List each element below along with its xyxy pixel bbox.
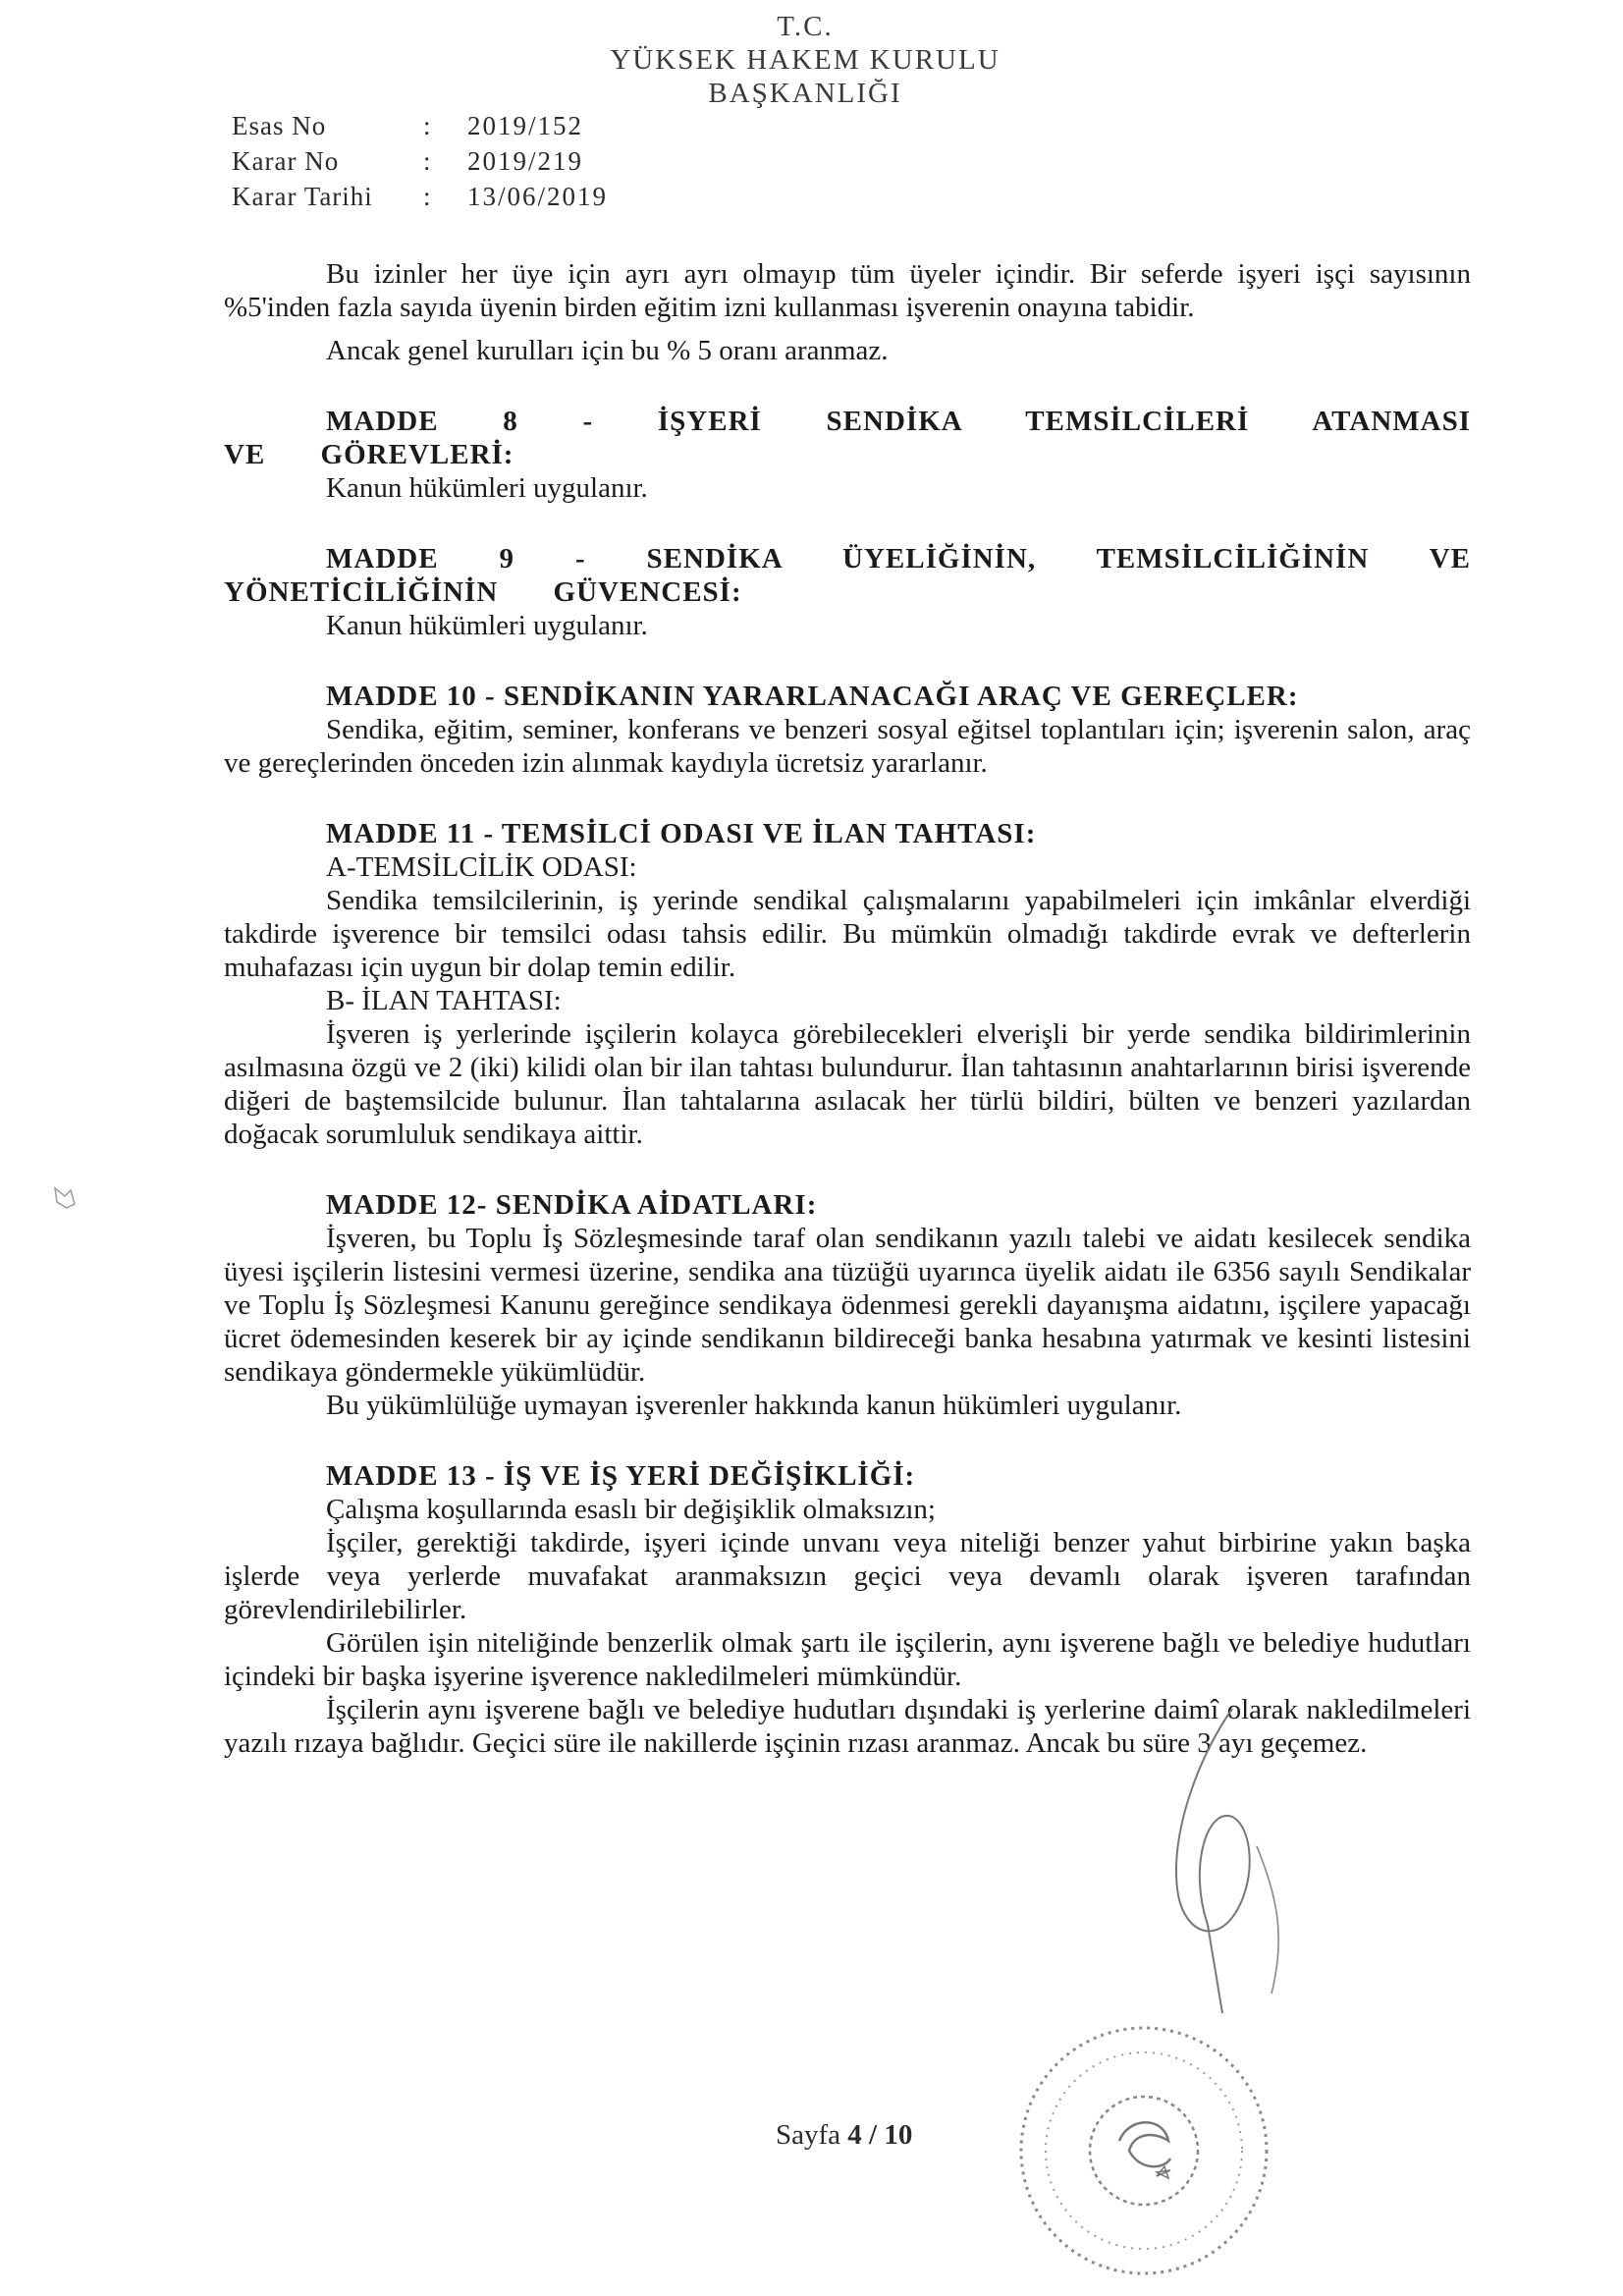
header-line-tc: T.C. xyxy=(777,11,834,42)
article-13-text-3: Görülen işin niteliğinde benzerlik olmak şartı ile işçilerin, aynı işverene bağlı ve belediye hudutları içindeki bir başka işyerine işverence nakledilmeleri mümkündür. xyxy=(224,1627,1471,1692)
article-9-title: MADDE 9 - SENDİKA ÜYELİĞİNİN, TEMSİLCİLİĞİNİN VE YÖNETİCİLİĞİNİN GÜVENCESİ: xyxy=(224,543,1471,608)
meta-value: 2019/152 xyxy=(467,111,584,140)
official-seal-stamp xyxy=(982,2003,1306,2288)
article-10-text: Sendika, eğitim, seminer, konferans ve benzeri sosyal eğitsel toplantıları için; işverenin salon, araç ve gereçlerinden önceden izin alınmak kaydıyla ücretsiz yararlanır. xyxy=(224,714,1471,779)
meta-separator: : xyxy=(423,111,431,140)
meta-value: 2019/219 xyxy=(467,146,584,176)
article-13-text-4: İşçilerin aynı işverene bağlı ve belediye hudutları dışındaki iş yerlerine daimî olarak nakledilmeleri yazılı rızaya bağlıdır. Geçici süre ile nakillerde işçinin rızası aranmaz. Ancak bu süre 3 ayı geçemez. xyxy=(224,1694,1471,1759)
article-11-title: MADDE 11 - TEMSİLCİ ODASI VE İLAN TAHTASI: xyxy=(326,818,1037,849)
article-13-text-2: İşçiler, gerektiği takdirde, işyeri içinde unvanı veya niteliği benzer yahut birbirine yakın başka işlerde veya yerlerde muvafakat aranmaksızın geçici veya devamlı olarak işveren tarafından görevlendirilebilirler. xyxy=(224,1527,1471,1625)
article-10-title: MADDE 10 - SENDİKANIN YARARLANACAĞI ARAÇ VE GEREÇLER: xyxy=(326,681,1299,712)
document-body xyxy=(224,257,1471,1760)
meta-row-tarih xyxy=(232,179,608,214)
meta-row-karar xyxy=(232,143,608,179)
scan-mark xyxy=(47,1178,86,1218)
article-11-b-text: İşveren iş yerlerinde işçilerin kolayca görebilecekleri elverişli bir yerde sendika bildirimlerinin asılmasına özgü ve 2 (iki) kilidi olan bir ilan tahtası bulundurur. İlan tahtasının anahtarlarının birisi işverende diğeri de baştemsilcide bulunur. İlan tahtalarına asılacak her türlü bildiri, bülten ve benzeri yazılardan doğacak sorumluluk sendikaya aittir. xyxy=(224,1018,1471,1150)
meta-label: Karar Tarihi xyxy=(232,182,373,211)
article-13-title: MADDE 13 - İŞ VE İŞ YERİ DEĞİŞİKLİĞİ: xyxy=(326,1460,916,1492)
article-11-a-text: Sendika temsilcilerinin, iş yerinde sendikal çalışmalarını yapabilmeleri için imkânlar elverdiği takdirde işverence bir temsilci odası tahsis edilir. Bu mümkün olmadığı takdirde evrak ve defterlerin muhafazası için uygun bir dolap temin edilir. xyxy=(224,885,1471,983)
meta-separator: : xyxy=(423,146,431,176)
institution-header xyxy=(550,10,1060,110)
article-12-title: MADDE 12- SENDİKA AİDATLARI: xyxy=(326,1189,818,1221)
page-label: Sayfa xyxy=(776,2119,841,2151)
article-12-text-2: Bu yükümlülüğe uymayan işverenler hakkında kanun hükümleri uygulanır. xyxy=(326,1390,1182,1421)
article-11-a-title: A-TEMSİLCİLİK ODASI: xyxy=(326,851,637,883)
page-footer xyxy=(776,2119,912,2152)
paragraph-ancak: Ancak genel kurulları için bu % 5 oranı aranmaz. xyxy=(326,335,889,366)
meta-label: Esas No xyxy=(232,111,327,140)
meta-separator: : xyxy=(423,182,431,211)
header-line-yhk: YÜKSEK HAKEM KURULU xyxy=(610,44,1001,76)
paragraph-izinler: Bu izinler her üye için ayrı ayrı olmayıp tüm üyeler içindir. Bir seferde işyeri işçi sayısının %5'inden fazla sayıda üyenin birden eğitim izni kullanması işverenin onayına tabidir. xyxy=(224,258,1471,323)
article-11-b-title: B- İLAN TAHTASI: xyxy=(326,985,562,1016)
page-number: 4 / 10 xyxy=(847,2119,913,2151)
signature-mark xyxy=(1139,1699,1306,2023)
case-metadata xyxy=(232,108,608,214)
article-9-text: Kanun hükümleri uygulanır. xyxy=(326,610,648,641)
meta-value: 13/06/2019 xyxy=(467,182,609,211)
header-line-baskanligi: BAŞKANLIĞI xyxy=(708,78,902,109)
article-8-title: MADDE 8 - İŞYERİ SENDİKA TEMSİLCİLERİ ATANMASI VE GÖREVLERİ: xyxy=(224,406,1471,470)
article-13-text-1: Çalışma koşullarında esaslı bir değişiklik olmaksızın; xyxy=(326,1494,936,1525)
article-8-text: Kanun hükümleri uygulanır. xyxy=(326,472,648,504)
meta-label: Karar No xyxy=(232,146,340,176)
meta-row-esas xyxy=(232,108,608,143)
article-12-text-1: İşveren, bu Toplu İş Sözleşmesinde taraf olan sendikanın yazılı talebi ve aidatı kesilecek sendika üyesi işçilerin listesini vermesi üzerine, sendika ana tüzüğü uyarınca üyelik aidatı ile 6356 sayılı Sendikalar ve Toplu İş Sözleşmesi Kanunu gereğince sendikaya ödenmesi gerekli dayanışma aidatını, işçilere yapacağı ücret ödemesinden keserek bir ay içinde sendikanın bildireceği banka hesabına yatırmak ve kesinti listesini sendikaya göndermekle yükümlüdür. xyxy=(224,1223,1471,1388)
